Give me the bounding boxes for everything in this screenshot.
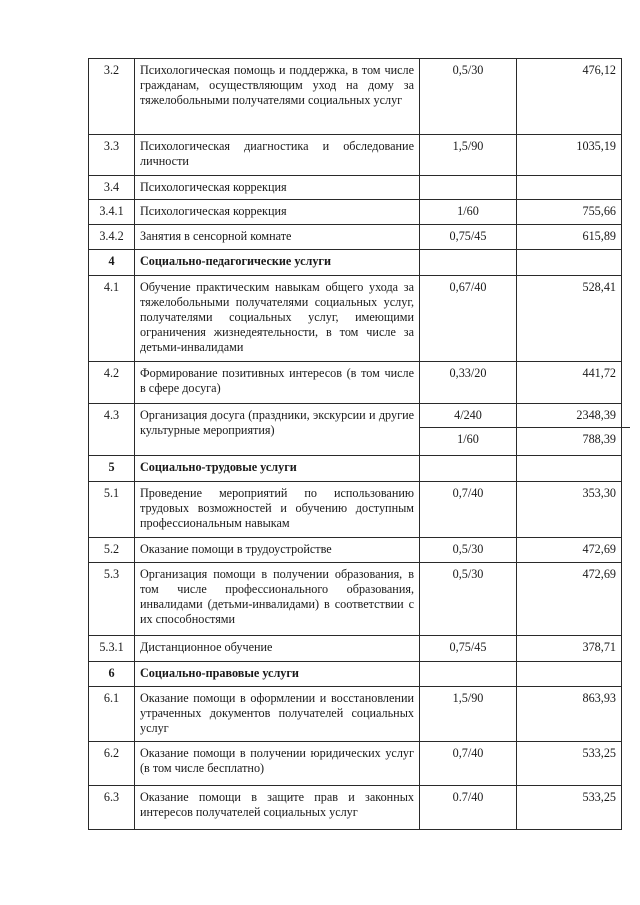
table-row	[89, 362, 622, 404]
table-row	[89, 176, 622, 200]
service-price: 533,25	[517, 786, 622, 830]
table-row	[89, 563, 622, 636]
service-price: 1035,19	[517, 135, 622, 176]
table-row	[89, 225, 622, 250]
service-price	[517, 176, 622, 200]
table-row	[89, 742, 622, 786]
service-name: Оказание помощи в оформлении и восстановлении утраченных документов получателей социальных услуг	[135, 687, 420, 742]
time-norm: 1/60	[420, 200, 517, 225]
time-norm	[420, 662, 517, 687]
row-number: 6.2	[89, 742, 135, 786]
service-price-alt: 788,39	[517, 427, 630, 447]
time-norm: 1,5/90	[420, 135, 517, 176]
time-norm: 4/240	[454, 408, 482, 422]
row-number: 3.2	[89, 59, 135, 135]
section-header-row	[89, 456, 622, 482]
time-norm	[420, 176, 517, 200]
service-name: Проведение мероприятий по использованию трудовых возможностей и обучению доступным профессиональным навыкам	[135, 482, 420, 538]
row-number: 4.3	[89, 404, 135, 456]
row-number: 5.3	[89, 563, 135, 636]
section-number: 5	[89, 456, 135, 482]
row-number: 3.4	[89, 176, 135, 200]
service-price: 476,12	[517, 59, 622, 135]
service-price	[517, 250, 622, 276]
service-name: Психологическая диагностика и обследование личности	[135, 135, 420, 176]
table-row	[89, 135, 622, 176]
time-norm: 0,75/45	[420, 225, 517, 250]
table-row	[89, 687, 622, 742]
row-number: 3.4.2	[89, 225, 135, 250]
table-row	[89, 482, 622, 538]
time-norm	[420, 250, 517, 276]
service-price: 615,89	[517, 225, 622, 250]
time-norm: 0,75/45	[420, 636, 517, 662]
time-norm: 0,7/40	[420, 742, 517, 786]
row-number: 4.1	[89, 276, 135, 362]
row-number: 3.4.1	[89, 200, 135, 225]
row-number: 6.1	[89, 687, 135, 742]
service-price	[517, 456, 622, 482]
row-number: 5.3.1	[89, 636, 135, 662]
service-name: Дистанционное обучение	[135, 636, 420, 662]
time-norm: 0,5/30	[420, 538, 517, 563]
section-title: Социально-трудовые услуги	[135, 456, 420, 482]
service-price: 472,69	[517, 563, 622, 636]
service-price: 441,72	[517, 362, 622, 404]
service-price-cell	[517, 404, 622, 456]
service-price: 528,41	[517, 276, 622, 362]
table-row	[89, 786, 622, 830]
row-number: 5.2	[89, 538, 135, 563]
service-price: 378,71	[517, 636, 622, 662]
table-row	[89, 636, 622, 662]
time-norm	[420, 456, 517, 482]
service-name: Оказание помощи в трудоустройстве	[135, 538, 420, 563]
service-name: Формирование позитивных интересов (в том числе в сфере досуга)	[135, 362, 420, 404]
service-price: 755,66	[517, 200, 622, 225]
section-header-row	[89, 250, 622, 276]
service-name: Психологическая коррекция	[135, 200, 420, 225]
row-number: 4.2	[89, 362, 135, 404]
time-norm-cell	[420, 404, 517, 456]
table-row	[89, 538, 622, 563]
time-norm: 0,5/30	[420, 59, 517, 135]
time-norm: 0,67/40	[420, 276, 517, 362]
service-price: 533,25	[517, 742, 622, 786]
time-norm: 1,5/90	[420, 687, 517, 742]
time-norm: 0.7/40	[420, 786, 517, 830]
services-tariff-table	[88, 58, 622, 830]
service-name: Занятия в сенсорной комнате	[135, 225, 420, 250]
service-name: Организация досуга (праздники, экскурсии и другие культурные мероприятия)	[135, 404, 420, 456]
time-norm: 0,33/20	[420, 362, 517, 404]
time-norm-alt: 1/60	[420, 427, 516, 447]
row-number: 5.1	[89, 482, 135, 538]
table-row	[89, 404, 622, 456]
service-price: 2348,39	[576, 408, 616, 422]
section-title: Социально-правовые услуги	[135, 662, 420, 687]
service-name: Организация помощи в получении образования, в том числе профессионального образования, инвалидами (детьми-инвалидами) в соответствии с их способностями	[135, 563, 420, 636]
service-price: 863,93	[517, 687, 622, 742]
section-number: 4	[89, 250, 135, 276]
table-row	[89, 276, 622, 362]
time-norm: 0,5/30	[420, 563, 517, 636]
service-name: Психологическая помощь и поддержка, в том числе гражданам, осуществляющим уход на дому за тяжелобольными получателями социальных услуг	[135, 59, 420, 135]
row-number: 6.3	[89, 786, 135, 830]
service-price	[517, 662, 622, 687]
service-name: Психологическая коррекция	[135, 176, 420, 200]
row-number: 3.3	[89, 135, 135, 176]
time-norm: 0,7/40	[420, 482, 517, 538]
service-name: Оказание помощи в получении юридических услуг (в том числе бесплатно)	[135, 742, 420, 786]
table-row	[89, 59, 622, 135]
service-price: 472,69	[517, 538, 622, 563]
service-name: Обучение практическим навыкам общего ухода за тяжелобольными получателями социальных услуг, получателями социальных услуг, имеющими ограничения жизнедеятельности, в том числе за детьми-инвалидами	[135, 276, 420, 362]
section-number: 6	[89, 662, 135, 687]
service-price: 353,30	[517, 482, 622, 538]
section-title: Социально-педагогические услуги	[135, 250, 420, 276]
service-name: Оказание помощи в защите прав и законных интересов получателей социальных услуг	[135, 786, 420, 830]
table-row	[89, 200, 622, 225]
section-header-row	[89, 662, 622, 687]
